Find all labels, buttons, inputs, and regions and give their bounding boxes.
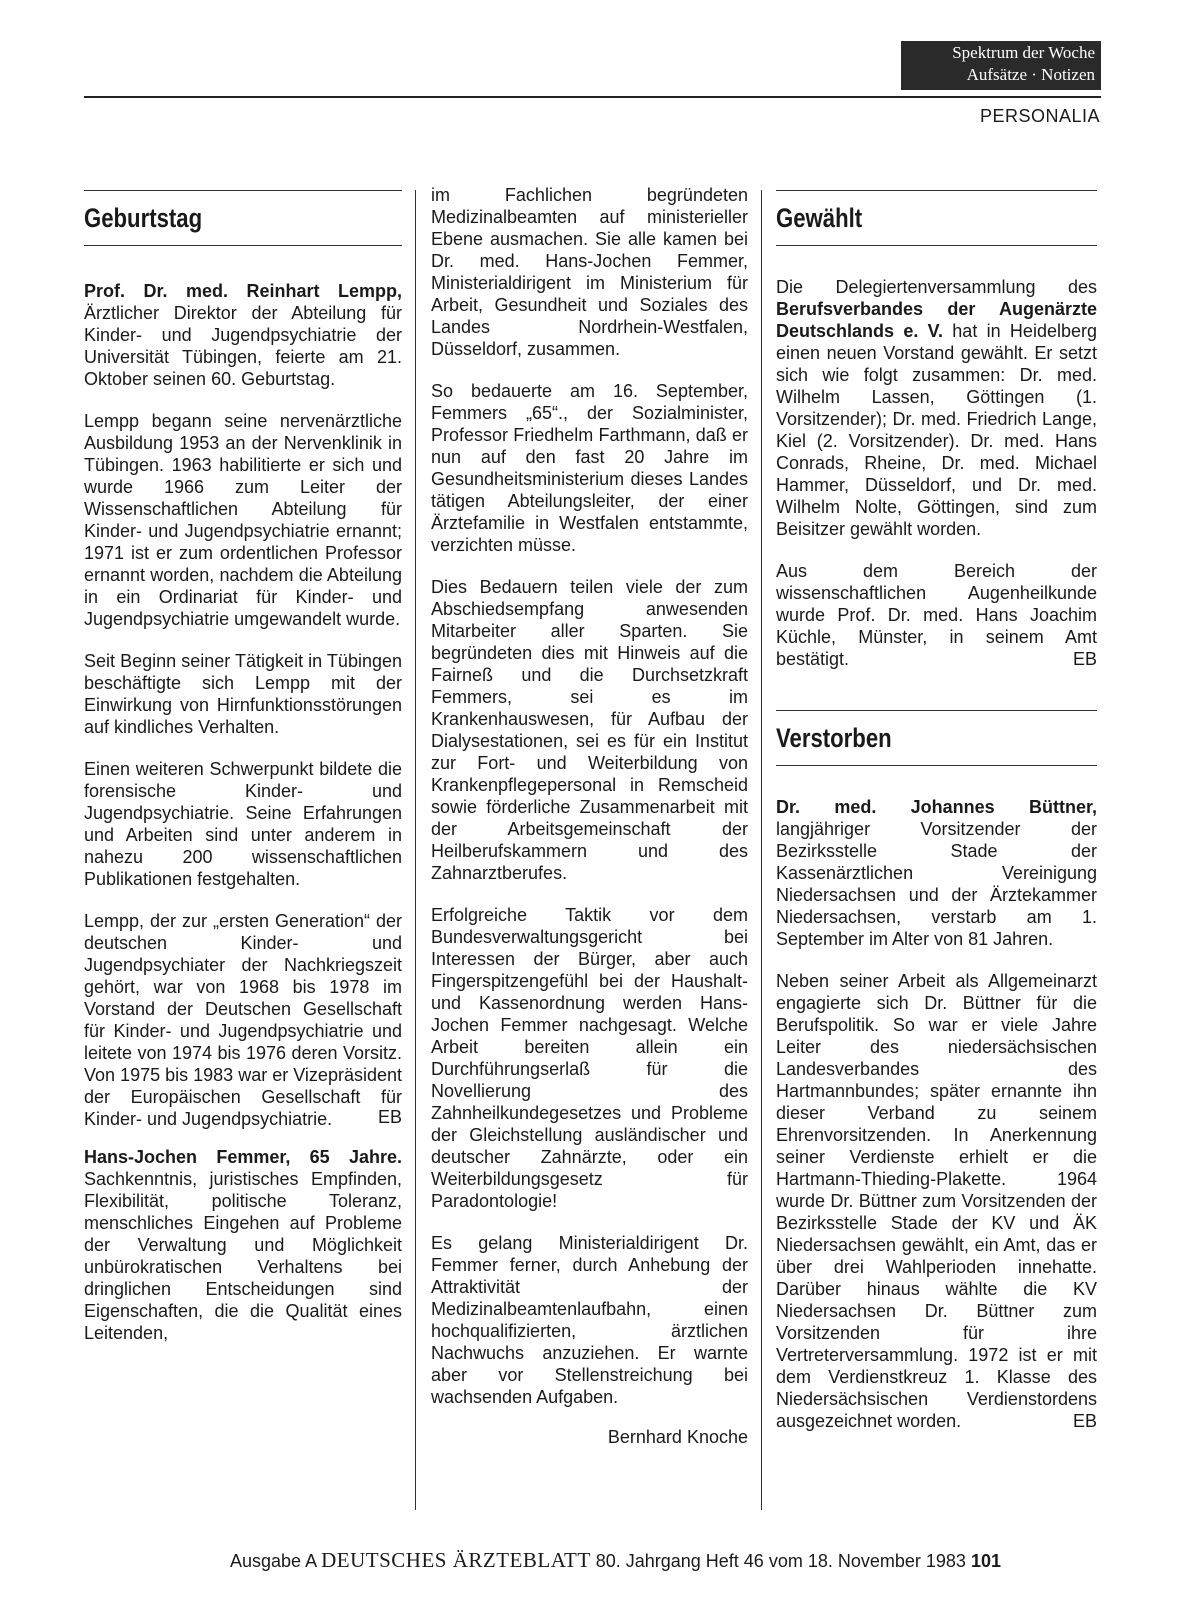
heading-rule-top [776,710,1097,711]
author-initials: EB [1072,1411,1097,1431]
article-paragraph: Lempp begann seine nervenärztliche Ausbildung 1953 an der Nervenklinik in Tübingen. 1963 habilitierte er sich und wurde 1966 zum Leiter der Wissenschaftlichen Abteilung für Kinder- und Jugendpsychiatrie ernannt; 1971 ist er zum ordentlichen Professor ernannt worden, nachdem die Abteilung in ein Ordinariat für Kinder- und Jugendpsychiatrie umgewandelt wurde. [84,411,402,629]
heading-geburtstag: Geburtstag [84,203,203,233]
article-paragraph [84,910,402,1130]
author-initials: EB [1072,649,1097,669]
footer-journal: DEUTSCHES ÄRZTEBLATT [321,1548,591,1572]
article-paragraph: Erfolgreiche Taktik vor dem Bundesverwaltungsgericht bei Interessen der Bürger, aber auch Fingerspitzengefühl bei der Haushalt- und Kassenordnung werden Hans-Jochen Femmer nachgesagt. Welche Arbeit bereiten allein ein Durchführungserlaß für die Novellierung des Zahnheilkundegesetzes und Probleme der Gleichstellung ausländischer und deutscher Zahnärzte, oder ein Weiterbildungsgesetz für Paradontologie! [431,905,748,1211]
masthead [901,41,1101,90]
person-name: Hans-Jochen Femmer, 65 Jahre. [84,1147,402,1167]
paragraph-text: Ärztlicher Direktor der Abteilung für Kinder- und Jugendpsychiatrie der Universität Tübingen, feierte am 21. Oktober seinen 60. Geburtstag. [84,303,402,389]
paragraph-text: Aus dem Bereich der wissenschaftlichen Augenheilkunde wurde Prof. Dr. med. Hans Joachim Küchle, Münster, in seinem Amt bestätigt. [776,561,1097,669]
section-label: PERSONALIA [979,106,1100,126]
heading-verstorben: Verstorben [776,723,892,753]
author-signature: Bernhard Knoche [607,1427,748,1447]
article-paragraph: Dies Bedauern teilen viele der zum Abschiedsempfang anwesenden Mitarbeiter aller Sparten. Sie begründeten dies mit Hinweis auf die Fairneß und die Durchsetzkraft Femmers, sei es im Krankenhauswesen, für Aufbau der Dialysestationen, sei es für ein Institut zur Fort- und Weiterbildung von Krankenpflegepersonal in Remscheid sowie förderliche Zusammenarbeit mit der Arbeitsgemeinschaft der Heilberufskammern und des Zahnarztberufes. [431,577,748,883]
heading-gewaehlt: Gewählt [776,203,863,233]
page-number: 101 [970,1551,1001,1571]
column-3 [776,190,1097,1452]
article-paragraph [776,796,1097,950]
organization-name: Berufsverbandes der Augenärzte Deutschlands e. V. [776,299,1097,341]
header-rule [84,96,1101,98]
article-paragraph: im Fachlichen begründeten Medizinalbeamten auf ministerieller Ebene ausmachen. Sie alle kamen bei Dr. med. Hans-Jochen Femmer, Ministerialdirigent im Ministerium für Arbeit, Gesundheit und Soziales des Landes Nordrhein-Westfalen, Düsseldorf, zusammen. [431,185,748,359]
paragraph-text: langjähriger Vorsitzender der Bezirksstelle Stade der Kassenärztlichen Vereinigung Niedersachsen und der Ärztekammer Niedersachsen, verstarb am 1. September im Alter von 81 Jahren. [776,819,1097,949]
page-footer [230,1548,1100,1573]
footer-edition: Ausgabe A [230,1551,317,1571]
paragraph-text: Sachkenntnis, juristisches Empfinden, Flexibilität, politische Toleranz, menschliches Eingehen auf Probleme der Verwaltung und Möglichkeit unbürokratischen Verhaltens bei dringlichen Entscheidungen sind Eigenschaften, die die Qualität eines Leitenden, [84,1169,402,1343]
masthead-line-2: Aufsätze · Notizen [966,65,1095,84]
column-2 [431,184,748,1448]
person-name: Dr. med. Johannes Büttner, [776,797,1097,817]
heading-rule-top [776,190,1097,191]
column-1 [84,190,402,1364]
article-paragraph [776,560,1097,670]
article-paragraph [84,1146,402,1344]
paragraph-text: Neben seiner Arbeit als Allgemeinarzt engagierte sich Dr. Büttner für die Berufspolitik. So war er viele Jahre Leiter des niedersächsischen Landesverbandes des Hartmannbundes; später ernannte ihn dieser Verband zu seinem Ehrenvorsitzenden. In Anerkennung seiner Verdienste erhielt er die Hartmann-Thieding-Plakette. 1964 wurde Dr. Büttner zum Vorsitzenden der Bezirksstelle Stade der KV und ÄK Niedersachsen gewählt, ein Amt, das er über drei Wahlperioden innehatte. Darüber hinaus wählte die KV Niedersachsen Dr. Büttner zum Vorsitzenden für ihre Vertreterversammlung. 1972 ist er mit dem Verdienstkreuz 1. Klasse des Niedersächsischen Verdienstordens ausgezeichnet worden. [776,971,1097,1431]
heading-rule-bottom [84,245,402,246]
article-paragraph: Es gelang Ministerialdirigent Dr. Femmer ferner, durch Anhebung der Attraktivität der Medizinalbeamtenlaufbahn, einen hochqualifizierten, ärztlichen Nachwuchs anzuziehen. Er warnte aber vor Stellenstreichung bei wachsenden Aufgaben. [431,1233,748,1407]
masthead-line-1: Spektrum der Woche [952,43,1095,62]
article-paragraph: So bedauerte am 16. September, Femmers „65“., der Sozialminister, Professor Friedhelm Farthmann, daß er nun auf den fast 20 Jahre im Gesundheitsministerium dieses Landes tätigen Abteilungsleiter, der einer Ärztefamilie in Westfalen entstammte, verzichten müsse. [431,381,748,555]
column-divider-2 [761,190,762,1510]
column-divider-1 [415,190,416,1510]
article-paragraph [776,276,1097,540]
person-name: Prof. Dr. med. Reinhart Lempp, [84,281,402,301]
paragraph-text: Lempp, der zur „ersten Generation“ der deutschen Kinder- und Jugendpsychiater der Nachkriegszeit gehört, war von 1968 bis 1978 im Vorstand der Deutschen Gesellschaft für Kinder- und Jugendpsychiatrie und leitete von 1974 bis 1976 deren Vorsitz. Von 1975 bis 1983 war er Vizepräsident der Europäischen Gesellschaft für Kinder- und Jugendpsychiatrie. [84,911,402,1129]
article-paragraph: Seit Beginn seiner Tätigkeit in Tübingen beschäftigte sich Lempp mit der Einwirkung von Hirnfunktionsstörungen auf kindliches Verhalten. [84,651,402,737]
article-paragraph: Einen weiteren Schwerpunkt bildete die forensische Kinder- und Jugendpsychiatrie. Seine Erfahrungen und Arbeiten sind unter anderem in nahezu 200 wissenschaftlichen Publikationen festgehalten. [84,759,402,889]
heading-rule-top [84,190,402,191]
paragraph-text: Die Delegiertenversammlung des [776,277,1097,297]
heading-rule-bottom [776,765,1097,766]
footer-issue: 80. Jahrgang Heft 46 vom 18. November 1983 [595,1551,966,1571]
paragraph-text: hat in Heidelberg einen neuen Vorstand gewählt. Er setzt sich wie folgt zusammen: Dr. med. Wilhelm Lassen, Göttingen (1. Vorsitzender); Dr. med. Friedrich Lange, Kiel (2. Vorsitzender). Dr. med. Hans Conrads, Rheine, Dr. med. Michael Hammer, Düsseldorf, und Dr. med. Wilhelm Nolte, Göttingen, sind zum Beisitzer gewählt worden. [776,321,1097,539]
author-initials: EB [377,1107,402,1127]
heading-rule-bottom [776,245,1097,246]
article-paragraph [84,280,402,390]
article-paragraph [776,970,1097,1432]
